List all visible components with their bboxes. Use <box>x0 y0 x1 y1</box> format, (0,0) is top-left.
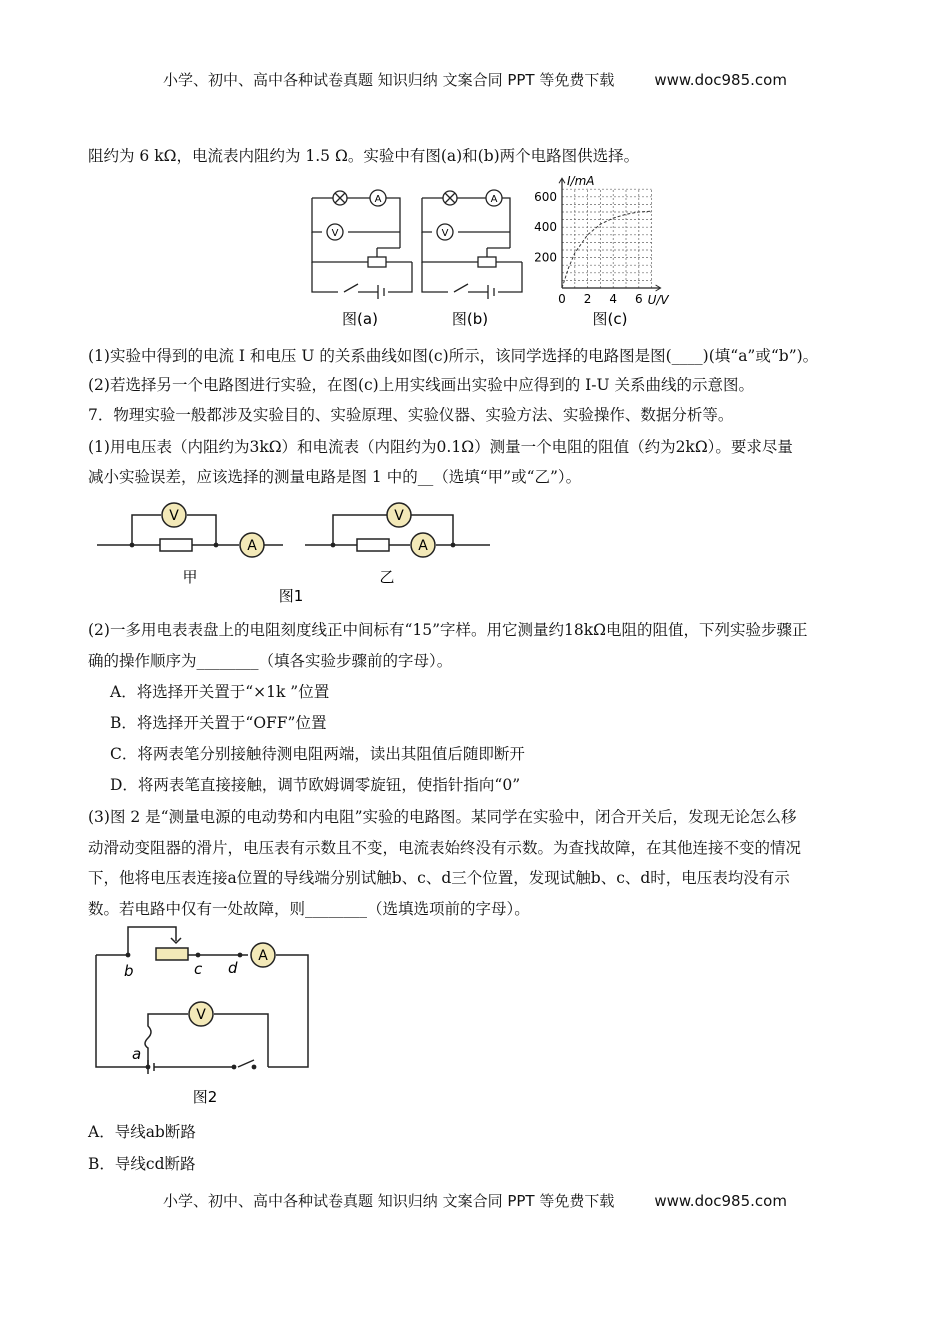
fig2-label-b: b <box>124 962 134 980</box>
circuit-a-v: V <box>331 228 339 239</box>
fig2-a: A <box>258 948 268 964</box>
option-a: A．导线ab断路 <box>88 1123 196 1141</box>
q7-part1-line2: 减小实验误差，应该选择的测量电路是图 1 中的__（选填“甲”或“乙”）。 <box>88 468 582 486</box>
q6-part1: (1)实验中得到的电流 I 和电压 U 的关系曲线如图(c)所示，该同学选择的电路图是图(____)(填“a”或“b”)。 <box>88 347 819 365</box>
q7-part2-line2: 确的操作顺序为________（填各实验步骤前的字母）。 <box>88 652 453 670</box>
step-c: C．将两表笔分别接触待测电阻两端，读出其阻值后随即断开 <box>110 745 525 763</box>
circuit-b-v: V <box>441 228 449 239</box>
fig1-caption: 图1 <box>278 587 304 605</box>
q7-part3-line3: 下，他将电压表连接a位置的导线端分别试触b、c、d三个位置，发现试触b、c、d时，电压表均没有示 <box>88 869 790 887</box>
caption-b: 图(b) <box>451 310 489 328</box>
q7-part1-line1: (1)用电压表（内阻约为3kΩ）和电流表（内阻约为0.1Ω）测量一个电阻的阻值（约为2kΩ）。要求尽量 <box>88 438 793 456</box>
fig2-label-a: a <box>132 1045 142 1063</box>
page-footer <box>0 1190 950 1211</box>
x-tick-label: 6 <box>634 292 643 306</box>
chart-title: I/mA <box>567 174 595 189</box>
q7-stem: 7．物理实验一般都涉及实验目的、实验原理、实验仪器、实验方法、实验操作、数据分析等。 <box>88 406 734 424</box>
figure-2 <box>88 920 328 1110</box>
circuit-b-a: A <box>490 194 498 205</box>
y-tick-label: 600 <box>534 189 557 204</box>
q7-part2-line1: (2)一多用电表表盘上的电阻刻度线正中间标有“15”字样。用它测量约18kΩ电阻的阻值，下列实验步骤正 <box>88 621 808 639</box>
series-line <box>562 211 652 288</box>
fig1-jia-v: V <box>169 508 179 524</box>
x-tick-label: 0 <box>558 292 566 306</box>
fig2-label-c: c <box>194 960 203 978</box>
footer-url[interactable]: www.doc985.com <box>654 1192 787 1210</box>
step-b: B．将选择开关置于“OFF”位置 <box>110 714 327 732</box>
caption-a: 图(a) <box>342 310 378 328</box>
y-tick-label: 400 <box>534 220 557 235</box>
q7-part3-line1: (3)图 2 是“测量电源的电动势和内电阻”实验的电路图。某同学在实验中，闭合开关后，发现无论怎么移 <box>88 808 797 826</box>
footer-text: 小学、初中、高中各种试卷真题 知识归纳 文案合同 PPT 等免费下载 <box>163 1192 615 1210</box>
x-tick-label: 4 <box>609 292 618 306</box>
step-d: D．将两表笔直接接触，调节欧姆调零旋钮，使指针指向“0” <box>110 776 521 794</box>
q6-part2: (2)若选择另一个电路图进行实验，在图(c)上用实线画出实验中应得到的 I-U 关系曲线的示意图。 <box>88 376 755 394</box>
circuit-a-a: A <box>374 194 382 205</box>
header-url[interactable]: www.doc985.com <box>654 71 787 89</box>
q7-part3-line2: 动滑动变阻器的滑片，电压表有示数且不变，电流表始终没有示数。为查找故障，在其他连接不变的情况 <box>88 839 802 857</box>
figure-abc <box>300 170 700 332</box>
fig2-caption: 图2 <box>192 1088 218 1106</box>
q7-part3-line4: 数。若电路中仅有一处故障，则________（选填选项前的字母）。 <box>88 900 530 918</box>
fig1-label-yi: 乙 <box>379 568 395 586</box>
fig1-yi-v: V <box>394 508 404 524</box>
fig2-v: V <box>196 1007 206 1023</box>
step-a: A．将选择开关置于“×1k ”位置 <box>110 683 330 701</box>
circuit-a <box>312 190 412 299</box>
fig1-label-jia: 甲 <box>182 568 198 586</box>
fig1-jia-a: A <box>247 538 257 554</box>
caption-c: 图(c) <box>592 310 628 328</box>
header-text: 小学、初中、高中各种试卷真题 知识归纳 文案合同 PPT 等免费下载 <box>163 71 615 89</box>
figure-1 <box>95 498 505 608</box>
x-axis-label: U/V <box>647 293 669 307</box>
page-header <box>0 69 950 90</box>
y-tick-label: 200 <box>534 250 557 265</box>
fig2-label-d: d <box>228 959 238 977</box>
fig1-yi-a: A <box>418 538 428 554</box>
option-b: B．导线cd断路 <box>88 1155 196 1173</box>
circuit-b <box>422 190 522 299</box>
x-tick-label: 2 <box>583 292 592 306</box>
chart-c <box>534 174 669 307</box>
intro-line: 阻约为 6 kΩ，电流表内阻约为 1.5 Ω。实验中有图(a)和(b)两个电路图供选择。 <box>88 147 640 165</box>
